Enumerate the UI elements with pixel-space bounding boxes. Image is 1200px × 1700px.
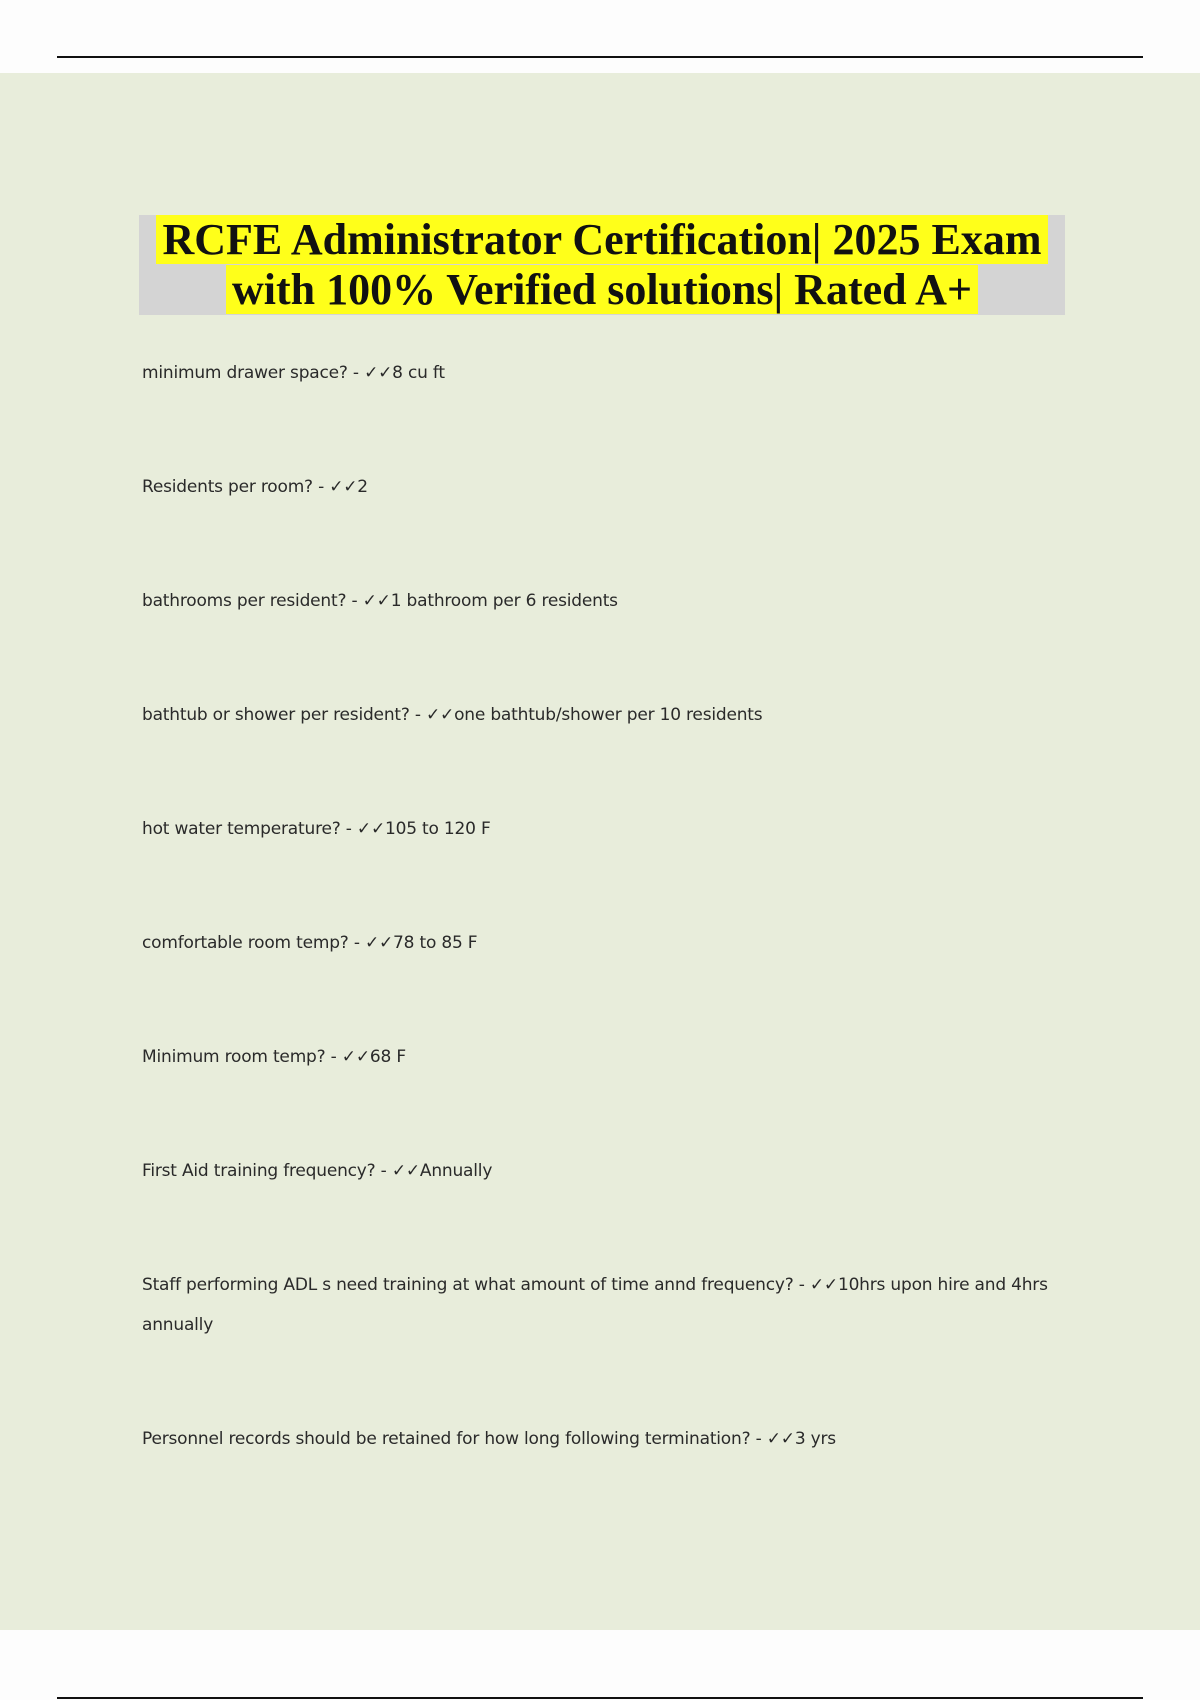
header-rule: [57, 56, 1143, 58]
qa-item: bathtub or shower per resident? - ✓✓one bathtub/shower per 10 residents: [142, 705, 763, 725]
qa-item: First Aid training frequency? - ✓✓Annually: [142, 1161, 493, 1181]
qa-item: Personnel records should be retained for how long following termination? - ✓✓3 yrs: [142, 1429, 836, 1449]
qa-item: hot water temperature? - ✓✓105 to 120 F: [142, 819, 491, 839]
document-page: [0, 73, 1200, 1630]
qa-item: Staff performing ADL s need training at what amount of time annd frequency? - ✓✓10hrs upon hire and 4hrs annually: [142, 1275, 1048, 1335]
title-line-2: with 100% Verified solutions| Rated A+: [226, 265, 978, 314]
qa-item: comfortable room temp? - ✓✓78 to 85 F: [142, 933, 478, 953]
qa-item: Residents per room? - ✓✓2: [142, 477, 368, 497]
qa-item: minimum drawer space? - ✓✓8 cu ft: [142, 363, 445, 383]
qa-item: bathrooms per resident? - ✓✓1 bathroom per 6 residents: [142, 591, 618, 611]
qa-item: Minimum room temp? - ✓✓68 F: [142, 1047, 406, 1067]
document-title: [139, 215, 1065, 315]
footer-rule: [57, 1697, 1143, 1699]
title-line-1: RCFE Administrator Certification| 2025 Exam: [156, 215, 1047, 264]
